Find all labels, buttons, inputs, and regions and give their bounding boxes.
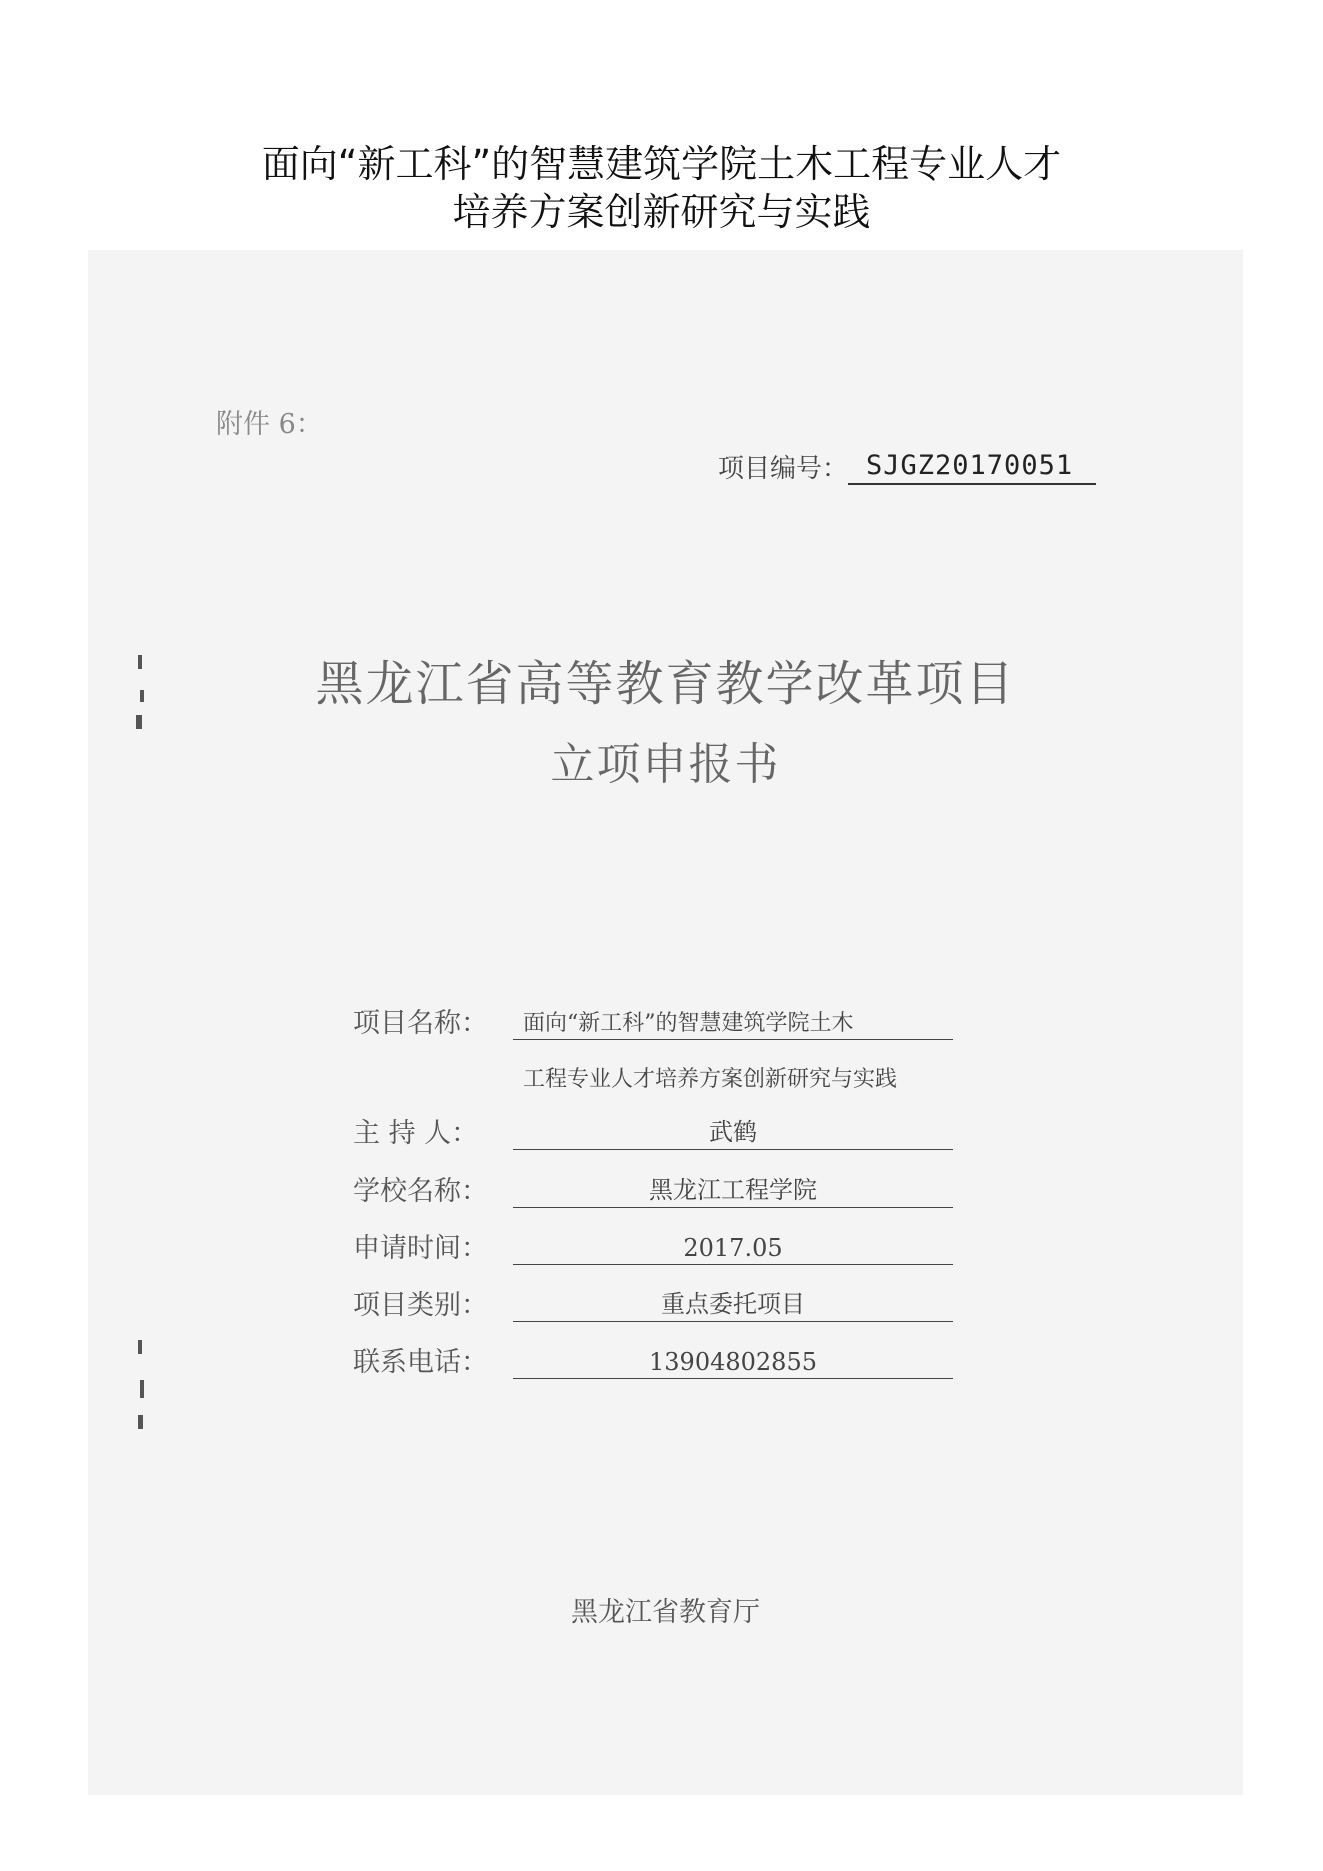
form-title: 黑龙江省高等教育教学改革项目	[315, 656, 1016, 712]
field-school	[353, 1168, 953, 1208]
field-label: 联系电话：	[353, 1347, 488, 1378]
field-category	[353, 1282, 953, 1322]
attachment-label: 附件 6：	[216, 409, 323, 440]
project-number	[718, 448, 1096, 485]
scan-mark	[140, 1380, 144, 1398]
field-project-name	[353, 1000, 953, 1040]
scanned-form	[88, 250, 1243, 1795]
field-value: 13904802855	[513, 1348, 953, 1379]
scan-mark	[138, 1340, 142, 1354]
scan-mark	[136, 715, 142, 729]
heading-line-1: 面向“新工科”的智慧建筑学院土木工程专业人才	[261, 142, 1062, 186]
field-value: 面向“新工科”的智慧建筑学院土木	[513, 1006, 953, 1040]
field-value: 武鹤	[513, 1112, 953, 1150]
field-label: 学校名称：	[353, 1176, 488, 1207]
field-phone	[353, 1339, 953, 1379]
heading-line-2: 培养方案创新研究与实践	[452, 190, 871, 234]
field-value: 工程专业人才培养方案创新研究与实践	[523, 1067, 898, 1092]
page-heading	[0, 140, 1323, 236]
field-label: 项目类别：	[353, 1290, 488, 1321]
field-project-name-cont	[353, 1055, 953, 1095]
field-label: 主 持 人：	[353, 1118, 479, 1149]
scan-mark	[138, 1415, 143, 1429]
field-value: 重点委托项目	[513, 1284, 953, 1322]
field-label: 申请时间：	[353, 1233, 488, 1264]
project-number-label: 项目编号：	[718, 454, 849, 484]
field-value: 2017.05	[513, 1234, 953, 1265]
field-date	[353, 1225, 953, 1265]
form-subtitle: 立项申报书	[550, 739, 781, 790]
field-label: 项目名称：	[353, 1008, 488, 1039]
field-value: 黑龙江工程学院	[513, 1170, 953, 1208]
field-host	[353, 1110, 953, 1150]
issuer: 黑龙江省教育厅	[571, 1597, 760, 1628]
project-number-value: SJGZ20170051	[848, 450, 1096, 485]
